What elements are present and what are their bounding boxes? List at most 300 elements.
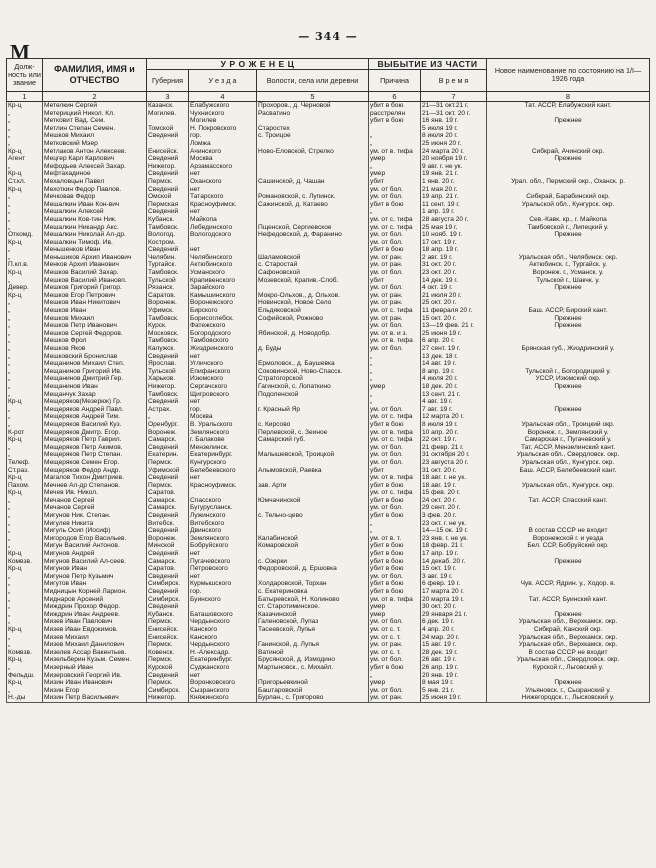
table-row: [7, 687, 650, 695]
name-cell: Мешков Фрол: [43, 337, 147, 345]
time-cell: 31 октября 20 г.: [421, 451, 487, 459]
reason-cell: убит в бою: [369, 542, 421, 550]
province-cell: Казанск.: [147, 102, 189, 110]
district-cell: нет: [189, 170, 257, 178]
name-cell: Мизин Петр Васильевич: [43, 694, 147, 702]
volost-cell: Батыревской, Н. Колиново: [257, 596, 369, 604]
volost-cell: с. Кирсово: [257, 421, 369, 429]
position-cell: Кр-ц: [7, 186, 43, 194]
new-name-cell: В состав СССР не входит: [487, 527, 650, 535]
position-cell: Кр-ц: [7, 102, 43, 110]
province-cell: Тамбовск.: [147, 315, 189, 323]
reason-cell: ум. от с. тифа: [369, 436, 421, 444]
reason-cell: ум. от с. т.: [369, 626, 421, 634]
name-cell: Мешалкин Ков-тин Ник.: [43, 216, 147, 224]
name-cell: Мигунов Иван: [43, 565, 147, 573]
position-cell: „: [7, 140, 43, 148]
volost-cell: [257, 520, 369, 528]
table-row: [7, 186, 650, 194]
new-name-cell: Урал. обл., Пермский окр., Оханск. р.: [487, 178, 650, 186]
time-cell: 4 окт. 19 г.: [421, 284, 487, 292]
new-name-cell: Нижегородск. г., Лысковский у.: [487, 694, 650, 702]
district-cell: Екатеринбург.: [189, 451, 257, 459]
new-name-cell: [487, 360, 650, 368]
time-cell: 4 авг. 19 г.: [421, 398, 487, 406]
reason-cell: ум. от бол.: [369, 193, 421, 201]
district-cell: Витебского: [189, 520, 257, 528]
table-row: [7, 618, 650, 626]
reason-cell: ум. от бол.: [369, 451, 421, 459]
column-number: 3: [147, 92, 189, 102]
table-row: [7, 406, 650, 414]
position-cell: „: [7, 125, 43, 133]
reason-cell: умер: [369, 603, 421, 611]
time-cell: 14—15 ок. 19 г.: [421, 527, 487, 535]
name-cell: Мешков Егор Петрович: [43, 292, 147, 300]
time-cell: 10 апр. 20 г.: [421, 429, 487, 437]
reason-cell: ум. от в. тифа: [369, 429, 421, 437]
time-cell: 22 окт. 19 г.: [421, 436, 487, 444]
province-cell: Омской: [147, 193, 189, 201]
time-cell: 17 марта 20 г.: [421, 588, 487, 596]
header-province: Губерния: [147, 70, 189, 92]
position-cell: Агент: [7, 155, 43, 163]
name-cell: Мешковский Бронислав: [43, 353, 147, 361]
position-cell: „: [7, 110, 43, 118]
province-cell: Самарск.: [147, 558, 189, 566]
reason-cell: умер: [369, 611, 421, 619]
province-cell: Пермск.: [147, 178, 189, 186]
time-cell: 21—31 окт. 20 г.: [421, 110, 487, 118]
volost-cell: [257, 155, 369, 163]
name-cell: Миднаров Арсений: [43, 596, 147, 604]
name-cell: Мещеряков Дмитр. Егор.: [43, 429, 147, 437]
new-name-cell: Прежнее: [487, 558, 650, 566]
district-cell: В. Уральского: [189, 421, 257, 429]
volost-cell: Прохоров., д. Черновой: [257, 102, 369, 110]
district-cell: нет: [189, 246, 257, 254]
new-name-cell: Самарская г., Пугачевский у.: [487, 436, 650, 444]
province-cell: Сведений: [147, 208, 189, 216]
province-cell: „: [147, 413, 189, 421]
table-row: [7, 216, 650, 224]
district-cell: Княжинского: [189, 694, 257, 702]
time-cell: 18 авг. г. не ук.: [421, 474, 487, 482]
new-name-cell: Сев.-Кавк. кр., г. Майкопа: [487, 216, 650, 224]
province-cell: Самарск.: [147, 497, 189, 505]
volost-cell: Мартыновск., с. Михайл.: [257, 664, 369, 672]
province-cell: Симбирск.: [147, 687, 189, 695]
table-row: [7, 550, 650, 558]
name-cell: Мизев Иван Павлович: [43, 618, 147, 626]
reason-cell: ум. от с. тифа: [369, 413, 421, 421]
table-row: [7, 573, 650, 581]
name-cell: Мигун Василий Антонов.: [43, 542, 147, 550]
name-cell: Мизельберин Кузьм. Семен.: [43, 656, 147, 664]
reason-cell: ум. от бол.: [369, 284, 421, 292]
district-cell: Бугурусланск.: [189, 504, 257, 512]
table-row: [7, 398, 650, 406]
time-cell: 25 июня 20 г.: [421, 140, 487, 148]
reason-cell: убит в бою: [369, 201, 421, 209]
reason-cell: „: [369, 208, 421, 216]
position-cell: „: [7, 641, 43, 649]
new-name-cell: Прежнее: [487, 679, 650, 687]
new-name-cell: Прежнее: [487, 231, 650, 239]
name-cell: Мечнев Ал-др Степанов.: [43, 482, 147, 490]
reason-cell: ум. от бол.: [369, 269, 421, 277]
table-row: [7, 611, 650, 619]
district-cell: Арзамасского: [189, 163, 257, 171]
reason-cell: ум. от бол.: [369, 322, 421, 330]
table-row: [7, 588, 650, 596]
new-name-cell: [487, 391, 650, 399]
new-name-cell: Прежнее: [487, 315, 650, 323]
province-cell: Самарск.: [147, 436, 189, 444]
section-letter: М: [10, 40, 30, 64]
new-name-cell: [487, 292, 650, 300]
position-cell: „: [7, 596, 43, 604]
new-name-cell: Уральская обл., Свердловск. окр.: [487, 451, 650, 459]
time-cell: 8 мая 19 г.: [421, 679, 487, 687]
province-cell: Сведений: [147, 132, 189, 140]
table-row: [7, 451, 650, 459]
new-name-cell: Тульской г., Богородицкий у.: [487, 368, 650, 376]
name-cell: Мецгер Карл Карлович: [43, 155, 147, 163]
volost-cell: [257, 186, 369, 194]
name-cell: Мещеряков Андрей Павл.: [43, 406, 147, 414]
volost-cell: [257, 353, 369, 361]
new-name-cell: [487, 208, 650, 216]
province-cell: Екатерин.: [147, 451, 189, 459]
name-cell: Мигуль Осип (Иосиф): [43, 527, 147, 535]
new-name-cell: [487, 512, 650, 520]
table-row: [7, 375, 650, 383]
volost-cell: [257, 117, 369, 125]
position-cell: Н.-ды: [7, 694, 43, 702]
name-cell: Миждрин Прохор Федор.: [43, 603, 147, 611]
volost-cell: [257, 527, 369, 535]
district-cell: Крапивенского: [189, 277, 257, 285]
reason-cell: ум. от с. т.: [369, 634, 421, 642]
volost-cell: ст. Старотиминское.: [257, 603, 369, 611]
district-cell: Щигровского: [189, 391, 257, 399]
district-cell: Челябинского: [189, 254, 257, 262]
province-cell: Сведений: [147, 573, 189, 581]
time-cell: 24 мар. 20 г.: [421, 634, 487, 642]
position-cell: Пахом.: [7, 482, 43, 490]
reason-cell: убит: [369, 467, 421, 475]
volost-cell: д. Буды: [257, 345, 369, 353]
new-name-cell: Уральская обл., Свердловск. окр.: [487, 656, 650, 664]
position-cell: П.кл.в.: [7, 261, 43, 269]
time-cell: 30 окт. 20 г.: [421, 603, 487, 611]
province-cell: Оренбург.: [147, 421, 189, 429]
name-cell: Мефодьев Алексей Захар.: [43, 163, 147, 171]
position-cell: „: [7, 246, 43, 254]
name-cell: Мешков Михаил: [43, 132, 147, 140]
time-cell: 27 сент. 19 г.: [421, 345, 487, 353]
reason-cell: „: [369, 672, 421, 680]
province-cell: Пермск.: [147, 618, 189, 626]
position-cell: Комвзв.: [7, 558, 43, 566]
time-cell: 21 февр. 21 г.: [421, 444, 487, 452]
reason-cell: убит в бою: [369, 117, 421, 125]
reason-cell: ум. от бол.: [369, 345, 421, 353]
name-cell: Мещанинов Иван: [43, 383, 147, 391]
new-name-cell: Прежнее: [487, 383, 650, 391]
volost-cell: [257, 573, 369, 581]
position-cell: Кр-ц: [7, 292, 43, 300]
province-cell: Сведений: [147, 444, 189, 452]
position-cell: „: [7, 360, 43, 368]
district-cell: нет: [189, 550, 257, 558]
position-cell: „: [7, 520, 43, 528]
time-cell: 24 марта 20 г.: [421, 148, 487, 156]
reason-cell: ум. от с. тифа: [369, 307, 421, 315]
volost-cell: [257, 284, 369, 292]
table-row: [7, 489, 650, 497]
district-cell: Суджанского: [189, 664, 257, 672]
reason-cell: „: [369, 398, 421, 406]
table-row: [7, 125, 650, 133]
volost-cell: Мозевской, Крапив.-Слоб.: [257, 277, 369, 285]
volost-cell: Сашинской, д. Чашан: [257, 178, 369, 186]
province-cell: Саратов.: [147, 292, 189, 300]
volost-cell: [257, 550, 369, 558]
table-header: [7, 59, 650, 102]
position-cell: „: [7, 664, 43, 672]
time-cell: 24 окт. 20 г.: [421, 497, 487, 505]
district-cell: Жиздринского: [189, 345, 257, 353]
position-cell: „: [7, 277, 43, 285]
table-row: [7, 512, 650, 520]
new-name-cell: [487, 573, 650, 581]
time-cell: 25 июня 19 г.: [421, 330, 487, 338]
volost-cell: Ватиной: [257, 649, 369, 657]
volost-cell: [257, 239, 369, 247]
reason-cell: ум. от ран.: [369, 254, 421, 262]
district-cell: Воронковского: [189, 679, 257, 687]
name-cell: Мещеряков Семен Егор.: [43, 459, 147, 467]
name-cell: Мещанчук Захар: [43, 391, 147, 399]
reason-cell: ум. от ран.: [369, 694, 421, 702]
volost-cell: Романовской, с. Лупинск.: [257, 193, 369, 201]
position-cell: Кр-ц: [7, 474, 43, 482]
header-time: В р е м я: [421, 70, 487, 92]
district-cell: Баташовского: [189, 611, 257, 619]
time-cell: 15 окт. 20 г.: [421, 315, 487, 323]
position-cell: „: [7, 163, 43, 171]
province-cell: Сведений: [147, 588, 189, 596]
volost-cell: с. Тельчо-цево: [257, 512, 369, 520]
reason-cell: ум. от ран.: [369, 299, 421, 307]
position-cell: „: [7, 580, 43, 588]
position-cell: „: [7, 224, 43, 232]
reason-cell: „: [369, 375, 421, 383]
name-cell: Мещеряков Василий Куз.: [43, 421, 147, 429]
new-name-cell: [487, 565, 650, 573]
name-cell: Мешков Григорий Григор.: [43, 284, 147, 292]
province-cell: Сведений: [147, 672, 189, 680]
province-cell: Пермск.: [147, 679, 189, 687]
volost-cell: Мокро-Ольхов., д. Ольхов.: [257, 292, 369, 300]
table-row: [7, 178, 650, 186]
time-cell: 21 мая 20 г.: [421, 186, 487, 194]
position-cell: „: [7, 687, 43, 695]
new-name-cell: Уральской обл., Кунгурск. окр.: [487, 201, 650, 209]
reason-cell: убит в бою: [369, 664, 421, 672]
new-name-cell: [487, 140, 650, 148]
table-row: [7, 459, 650, 467]
time-cell: 3 авг. 19 г.: [421, 573, 487, 581]
name-cell: Мизин Иван Иванович: [43, 679, 147, 687]
province-cell: Пермск.: [147, 656, 189, 664]
district-cell: Буинского: [189, 596, 257, 604]
name-cell: Метлин Степан Семен.: [43, 125, 147, 133]
position-cell: „: [7, 330, 43, 338]
province-cell: Харьков.: [147, 375, 189, 383]
district-cell: Епифанского: [189, 368, 257, 376]
position-cell: Девер.: [7, 284, 43, 292]
position-cell: „: [7, 391, 43, 399]
province-cell: Тамбовск.: [147, 269, 189, 277]
province-cell: Воронеж.: [147, 429, 189, 437]
table-row: [7, 641, 650, 649]
reason-cell: ум. от ран.: [369, 261, 421, 269]
name-cell: Мехоткин Федор Павлов.: [43, 186, 147, 194]
reason-cell: ум. от бол.: [369, 687, 421, 695]
time-cell: 4 июля 20 г.: [421, 375, 487, 383]
province-cell: Сведений: [147, 527, 189, 535]
province-cell: Нижегор.: [147, 163, 189, 171]
name-cell: Магалов Тихон Дмитриев.: [43, 474, 147, 482]
province-cell: Симбирск.: [147, 580, 189, 588]
table-row: [7, 208, 650, 216]
name-cell: Мешков Иван Никитович: [43, 299, 147, 307]
column-number: 8: [487, 92, 650, 102]
volost-cell: Калабинской: [257, 535, 369, 543]
table-row: [7, 664, 650, 672]
header-reason: Причина: [369, 70, 421, 92]
name-cell: Мехаловцын Павел: [43, 178, 147, 186]
volost-cell: [257, 444, 369, 452]
province-cell: Пермск.: [147, 482, 189, 490]
reason-cell: убит в бою: [369, 421, 421, 429]
new-name-cell: Уральская обл., Троицкий окр.: [487, 421, 650, 429]
time-cell: 18 авг. 19 г.: [421, 482, 487, 490]
table-row: [7, 626, 650, 634]
new-name-cell: Тат. АССР, Спасский кант.: [487, 497, 650, 505]
table-row: [7, 353, 650, 361]
name-cell: Метлаков Антон Алексеев.: [43, 148, 147, 156]
position-cell: „: [7, 337, 43, 345]
volost-cell: Ганинской, д. Лупья: [257, 641, 369, 649]
column-number: 2: [43, 92, 147, 102]
volost-cell: Перлевской, с. Зеиное: [257, 429, 369, 437]
district-cell: нет: [189, 186, 257, 194]
new-name-cell: [487, 413, 650, 421]
table-row: [7, 170, 650, 178]
reason-cell: убит в бою: [369, 482, 421, 490]
time-cell: 18 дек. 20 г.: [421, 383, 487, 391]
reason-cell: „: [369, 360, 421, 368]
province-cell: Симбирск.: [147, 596, 189, 604]
position-cell: Кр-ц: [7, 679, 43, 687]
name-cell: Метелкин Сергей: [43, 102, 147, 110]
time-cell: 12 марта 20 г.: [421, 413, 487, 421]
new-name-cell: Тамбовской г., Липецкий у.: [487, 224, 650, 232]
table-row: [7, 261, 650, 269]
reason-cell: умер: [369, 155, 421, 163]
new-name-cell: Тат. АССР, Елабужский кант.: [487, 102, 650, 110]
volost-cell: Сажинской, д. Катаево: [257, 201, 369, 209]
volost-cell: Сафоновской: [257, 269, 369, 277]
volost-cell: [257, 246, 369, 254]
district-cell: нет: [189, 208, 257, 216]
province-cell: Воронеж.: [147, 535, 189, 543]
time-cell: 13 сент. 21 г.: [421, 391, 487, 399]
name-cell: Мизин Егор: [43, 687, 147, 695]
position-cell: „: [7, 535, 43, 543]
district-cell: [189, 239, 257, 247]
time-cell: 20 янв. 19 г.: [421, 672, 487, 680]
new-name-cell: [487, 110, 650, 118]
district-cell: Канского: [189, 634, 257, 642]
position-cell: „: [7, 368, 43, 376]
position-cell: „: [7, 132, 43, 140]
volost-cell: Брусянской, д. Измодино: [257, 656, 369, 664]
volost-cell: Бурлан., с. Григорово: [257, 694, 369, 702]
district-cell: Лужинского: [189, 512, 257, 520]
table-row: [7, 467, 650, 475]
reason-cell: [369, 125, 421, 133]
reason-cell: ум. от ран.: [369, 315, 421, 323]
time-cell: 15 окт. 19 г.: [421, 565, 487, 573]
table-row: [7, 497, 650, 505]
new-name-cell: Прежнее: [487, 155, 650, 163]
new-name-cell: Сибкрай, Ачинский окр.: [487, 148, 650, 156]
volost-cell: [257, 459, 369, 467]
table-row: [7, 649, 650, 657]
district-cell: Москва: [189, 155, 257, 163]
province-cell: Енисейск.: [147, 634, 189, 642]
position-cell: Ст.раз.: [7, 467, 43, 475]
position-cell: „: [7, 216, 43, 224]
volost-cell: Федоровской, д. Ершовка: [257, 565, 369, 573]
name-cell: Мещеряков Петр Гаврил.: [43, 436, 147, 444]
column-number: 4: [189, 92, 257, 102]
table-row: [7, 254, 650, 262]
district-cell: Угличского: [189, 360, 257, 368]
position-cell: „: [7, 497, 43, 505]
reason-cell: ум. от бол.: [369, 406, 421, 414]
reason-cell: ум. от бол.: [369, 573, 421, 581]
district-cell: Петровского: [189, 565, 257, 573]
new-name-cell: [487, 337, 650, 345]
time-cell: 14 авг. 19 г.: [421, 360, 487, 368]
volost-cell: Самарский губ.: [257, 436, 369, 444]
table-row: [7, 148, 650, 156]
district-cell: Усманского: [189, 269, 257, 277]
province-cell: Тургайск.: [147, 261, 189, 269]
position-cell: „: [7, 353, 43, 361]
volost-cell: Алымовской, Раевка: [257, 467, 369, 475]
new-name-cell: Уральская обл., Челябинск. окр.: [487, 254, 650, 262]
position-cell: „: [7, 117, 43, 125]
time-cell: 13—19 фев. 21 г.: [421, 322, 487, 330]
column-number: 6: [369, 92, 421, 102]
